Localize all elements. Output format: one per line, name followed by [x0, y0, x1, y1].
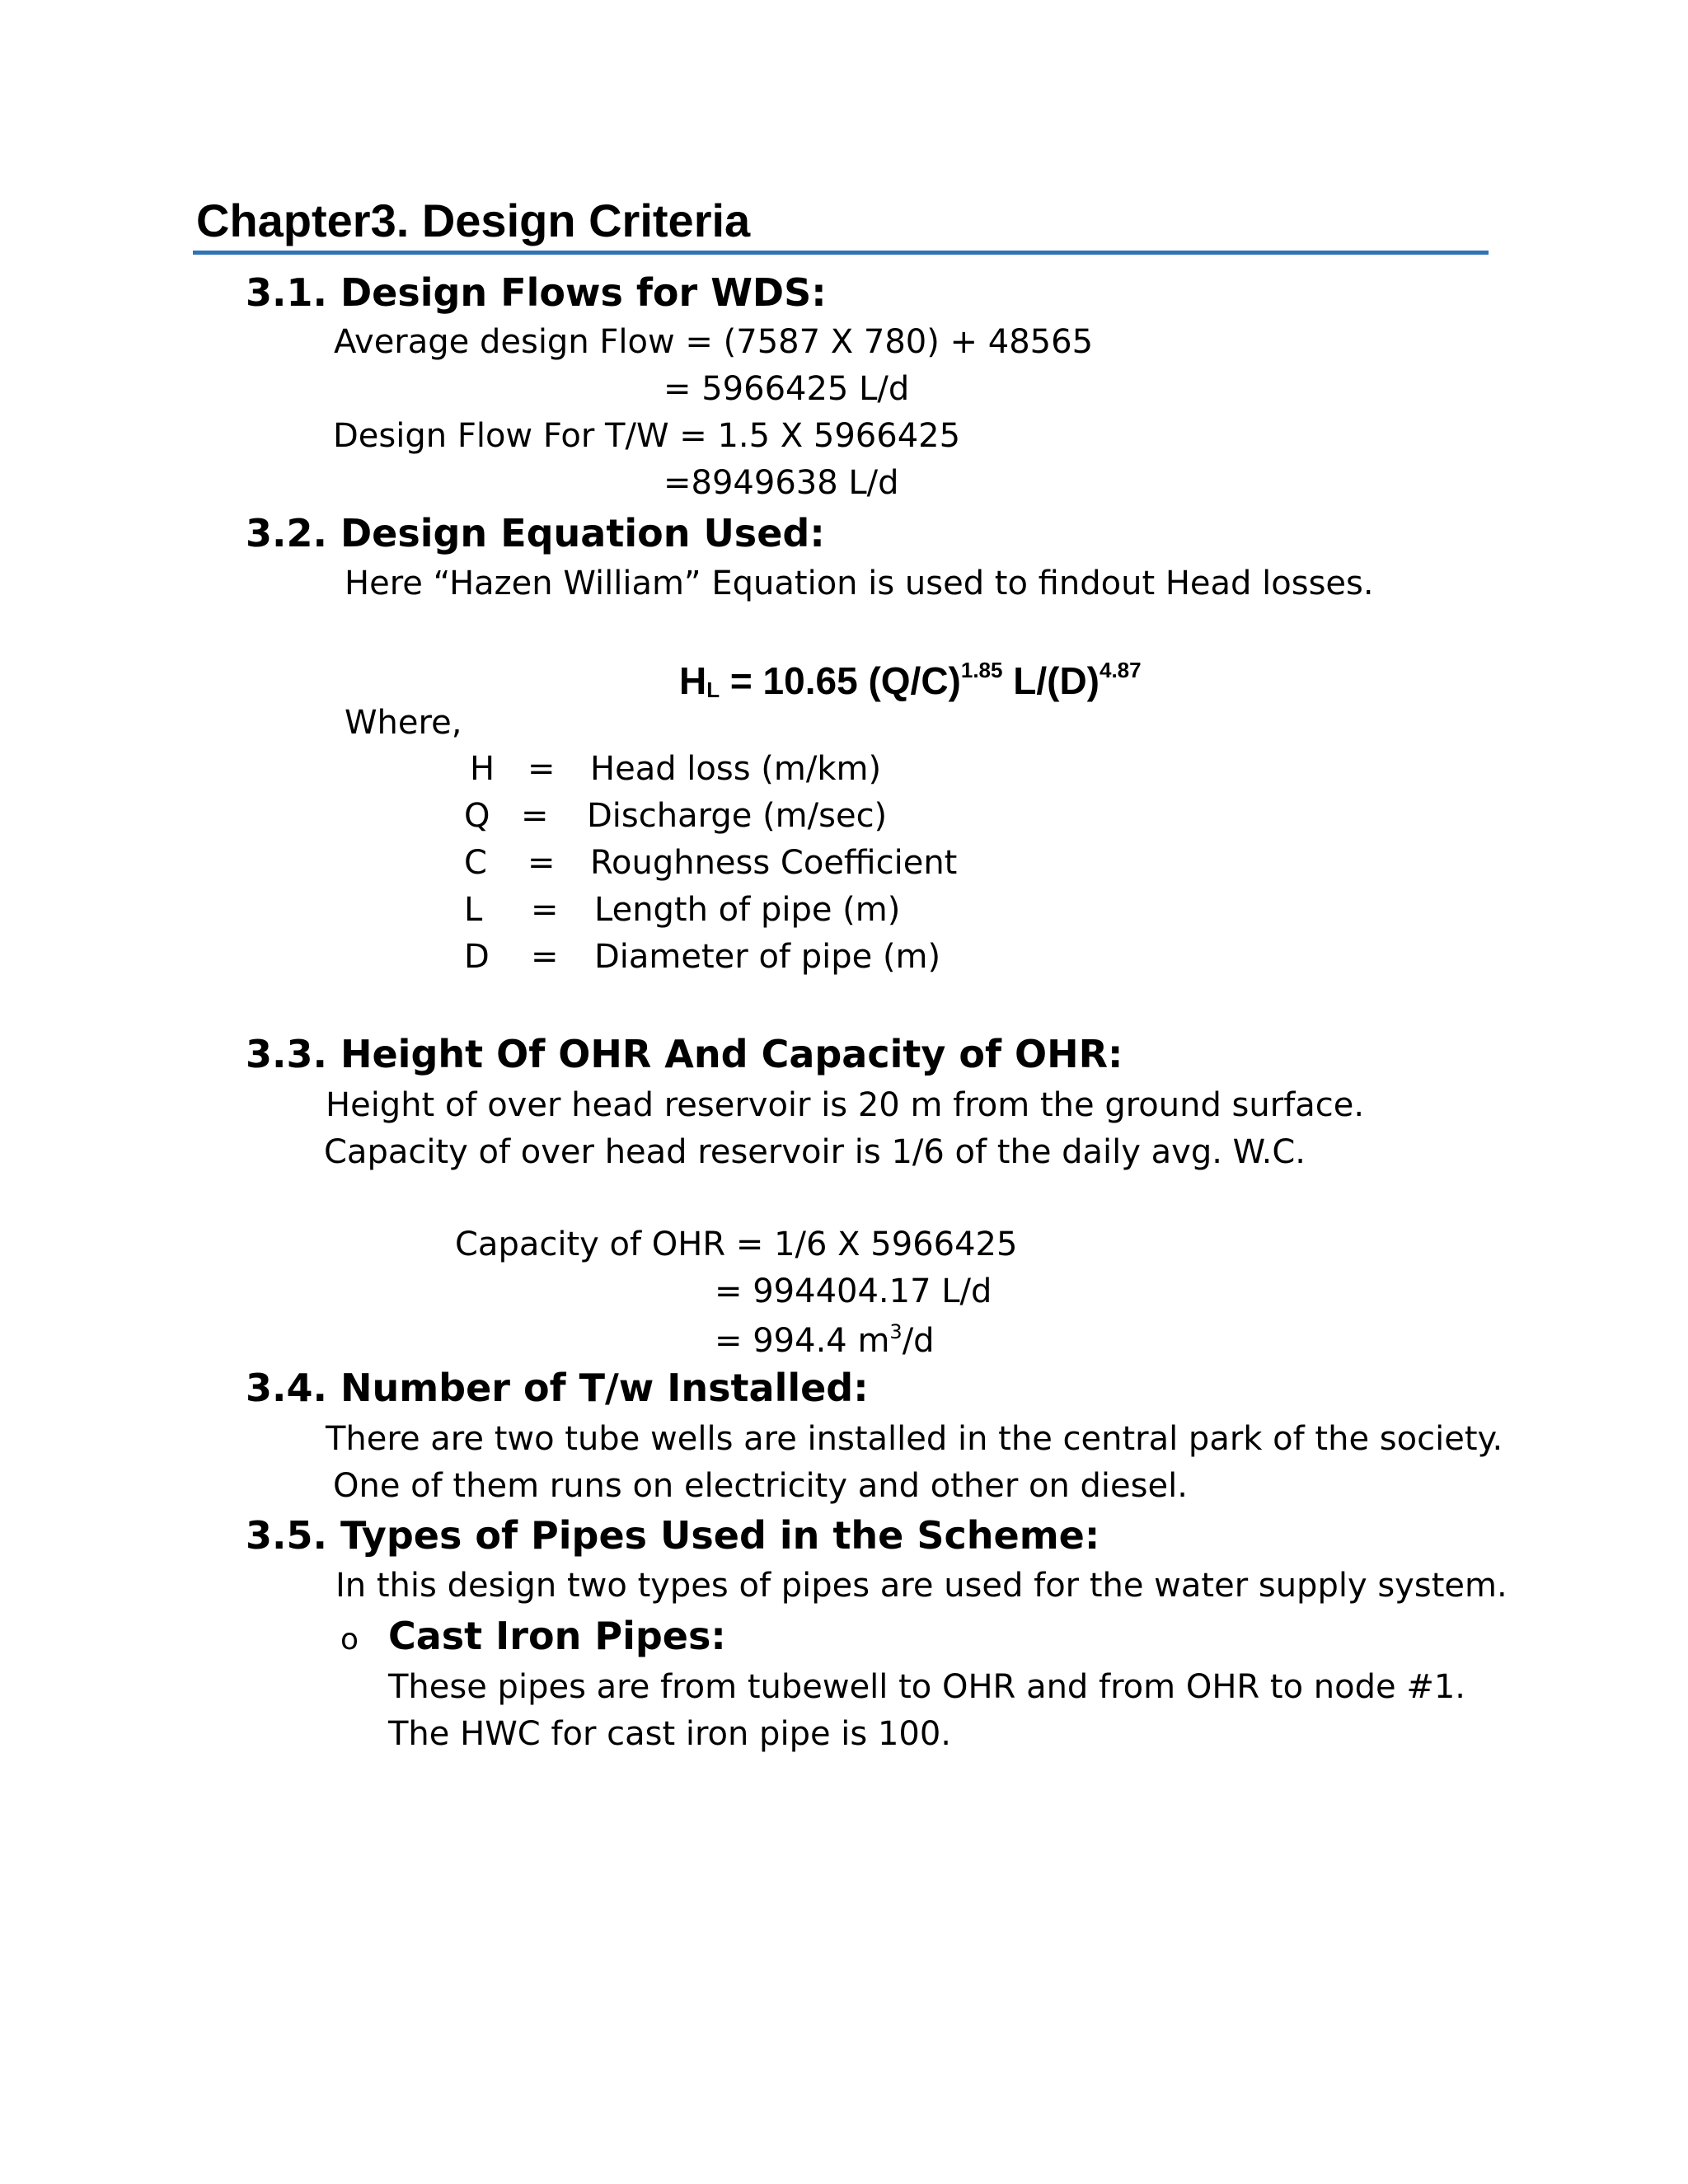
var-desc-l: Length of pipe (m): [594, 891, 901, 929]
var-symbol-c: C: [464, 844, 487, 882]
pipe-types-intro: In this design two types of pipes are used for the water supply system.: [335, 1567, 1507, 1605]
var-equals-c: =: [528, 844, 556, 882]
formula-exponent-1: 1.85: [960, 658, 1003, 682]
var-equals-h: =: [528, 750, 556, 788]
tw-flow-line: Design Flow For T/W = 1.5 X 5966425: [333, 417, 961, 455]
formula-mid: = 10.65 (Q/C): [720, 659, 961, 702]
ohr-capacity-cubic-value: = 994.4 m: [715, 1322, 890, 1360]
ohr-capacity-cubic: [715, 1320, 935, 1360]
ohr-height-line: Height of over head reservoir is 20 m from the ground surface.: [326, 1086, 1365, 1124]
var-symbol-h: H: [470, 750, 495, 788]
ohr-capacity-cubic-unit: /d: [902, 1322, 935, 1360]
ohr-capacity-line: Capacity of over head reservoir is 1/6 of the daily avg. W.C.: [324, 1133, 1306, 1171]
ohr-capacity-liters: = 994404.17 L/d: [715, 1272, 992, 1310]
tubewell-line-2: One of them runs on electricity and other on diesel.: [333, 1467, 1188, 1505]
var-symbol-q: Q: [464, 797, 490, 835]
tubewell-line-1: There are two tube wells are installed in the central park of the society.: [326, 1420, 1503, 1458]
section-3-4-heading: 3.4. Number of T/w Installed:: [246, 1366, 869, 1410]
ohr-capacity-calc: Capacity of OHR = 1/6 X 5966425: [455, 1226, 1018, 1263]
var-desc-q: Discharge (m/sec): [587, 797, 888, 835]
var-symbol-l: L: [464, 891, 483, 929]
where-label: Where,: [345, 704, 462, 742]
equation-intro: Here “Hazen William” Equation is used to findout Head losses.: [345, 565, 1374, 602]
bullet-icon: o: [340, 1623, 359, 1657]
var-equals-d: =: [531, 938, 559, 976]
formula-h-subscript: L: [706, 677, 720, 702]
tw-flow-result: =8949638 L/d: [663, 464, 899, 502]
var-equals-q: =: [521, 797, 549, 835]
var-desc-h: Head loss (m/km): [590, 750, 882, 788]
section-3-5-heading: 3.5. Types of Pipes Used in the Scheme:: [246, 1513, 1100, 1558]
ohr-capacity-cubic-exponent: 3: [889, 1320, 903, 1343]
average-flow-result: = 5966425 L/d: [663, 370, 910, 408]
formula-h: H: [679, 659, 707, 702]
section-3-3-heading: 3.3. Height Of OHR And Capacity of OHR:: [246, 1032, 1123, 1076]
section-3-1-heading: 3.1. Design Flows for WDS:: [246, 270, 827, 315]
cast-iron-heading: Cast Iron Pipes:: [388, 1614, 726, 1658]
section-3-2-heading: 3.2. Design Equation Used:: [246, 511, 825, 555]
chapter-title: Chapter3. Design Criteria: [196, 194, 751, 246]
average-flow-line: Average design Flow = (7587 X 780) + 48565: [334, 323, 1094, 361]
var-desc-d: Diameter of pipe (m): [594, 938, 941, 976]
var-desc-c: Roughness Coefficient: [590, 844, 958, 882]
chapter-underline: [193, 251, 1489, 255]
var-equals-l: =: [531, 891, 559, 929]
hazen-williams-formula: [679, 659, 1142, 701]
cast-iron-line-2: The HWC for cast iron pipe is 100.: [388, 1715, 952, 1753]
formula-exponent-2: 4.87: [1099, 658, 1142, 682]
var-symbol-d: D: [464, 938, 490, 976]
formula-tail: L/(D): [1002, 659, 1100, 702]
cast-iron-line-1: These pipes are from tubewell to OHR and from OHR to node #1.: [388, 1668, 1465, 1706]
